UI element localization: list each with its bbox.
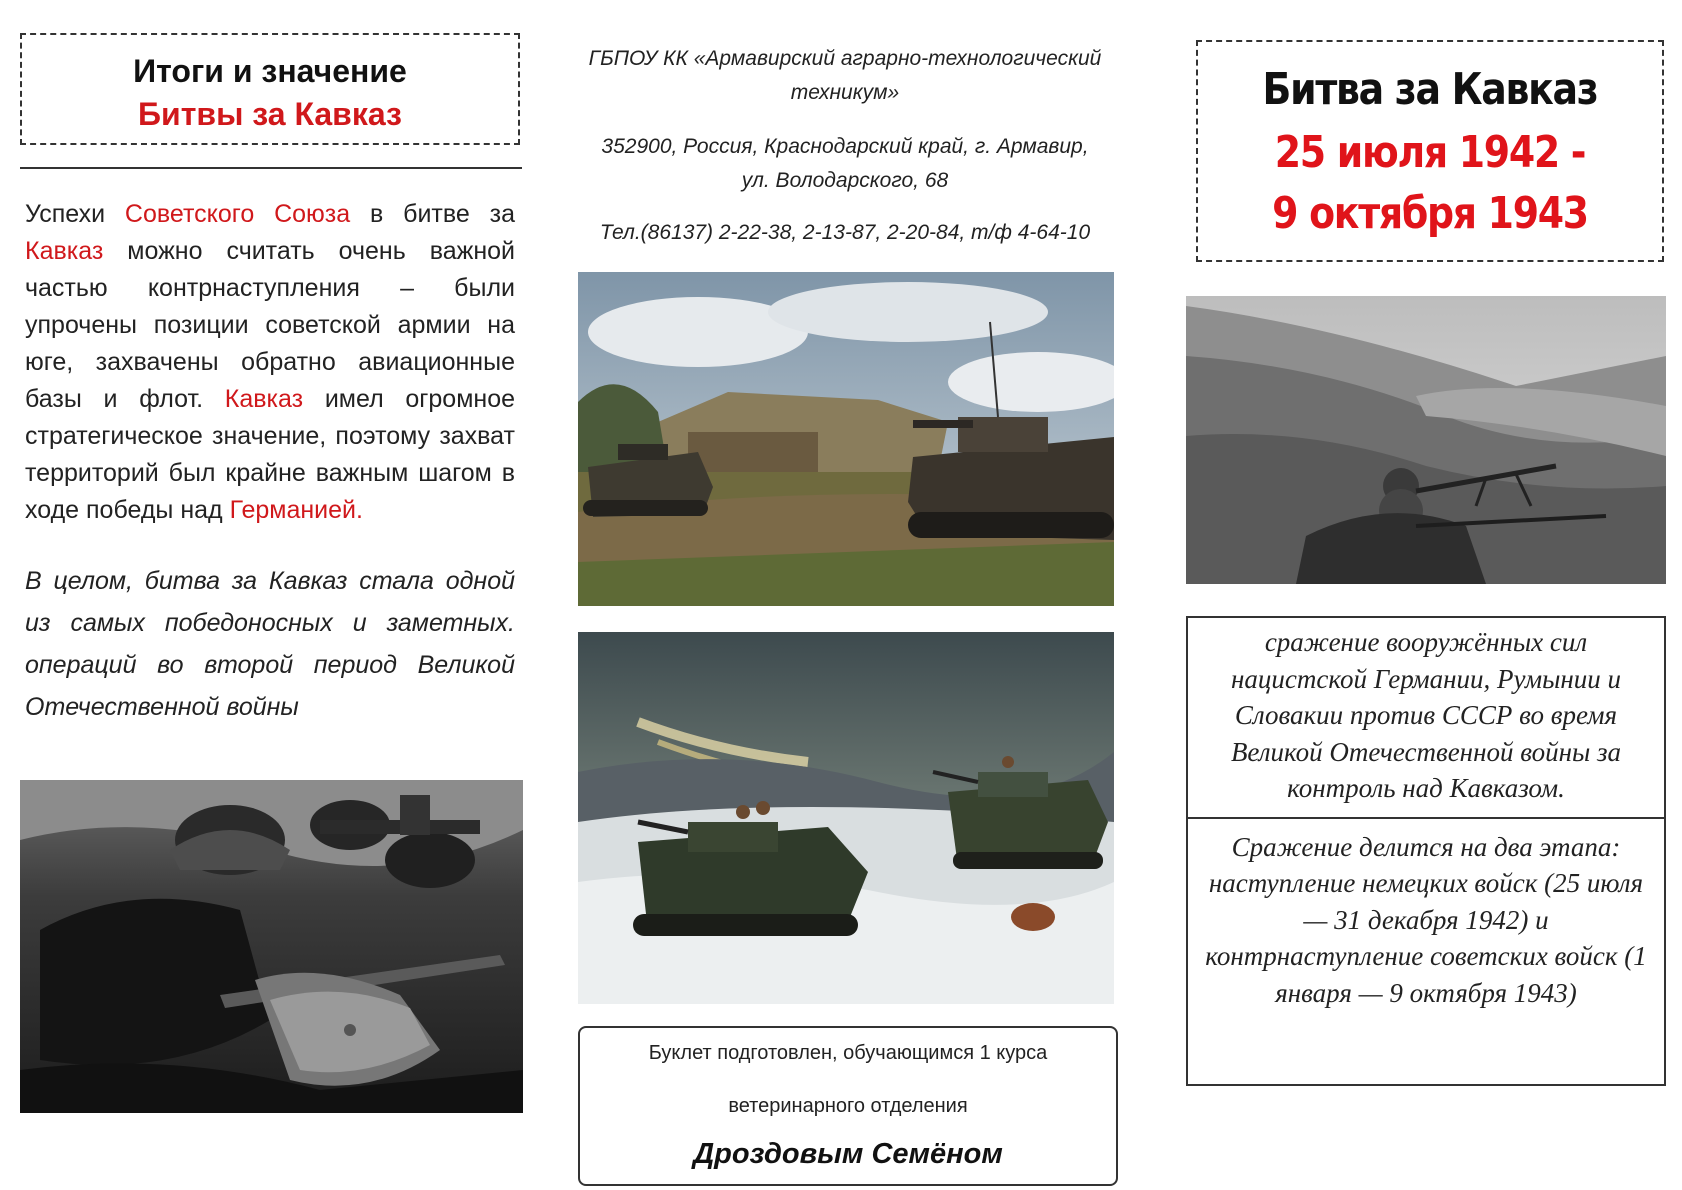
address-line1: 352900, Россия, Краснодарский край, г. Армавир, <box>601 135 1089 158</box>
p1-highlight-soviet-union: Советского Союза <box>124 200 351 228</box>
left-divider <box>20 167 522 169</box>
p1-text-1: Успехи <box>25 200 125 228</box>
address-line2: ул. Володарского, 68 <box>741 169 949 192</box>
p1-highlight-caucasus-2: Кавказ <box>224 385 304 413</box>
p1-text-4: имел огромное стратегическое значение, поэтому захват территорий был крайне важным шагом в ходе победы над <box>25 385 516 524</box>
definition-text: сражение вооружённых сил нацистской Германии, Румынии и Словакии против СССР во время Великой Отечественной войны за контроль над Кавказом. <box>1188 618 1664 819</box>
left-title-box <box>20 33 520 145</box>
left-paragraph-2: В целом, битва за Кавказ стала одной из самых победоносных и заметных. операций во второй период Великой Отечественной войны <box>25 567 515 721</box>
left-title-line1: Итоги и значение <box>133 53 407 89</box>
cover-date-line1: 25 июля 1942 - <box>1274 127 1586 178</box>
left-title-line2: Битвы за Кавказ <box>138 96 402 132</box>
cover-title: Битва за Кавказ <box>1262 64 1598 115</box>
org-phone: Тел.(86137) 2-22-38, 2-13-87, 2-20-84, т/ф 4-64-10 <box>599 221 1091 244</box>
credit-author: Дроздовым Семёном <box>693 1138 1003 1170</box>
p1-text-2: в битве за <box>350 200 515 228</box>
cover-title-box <box>1196 40 1664 262</box>
credit-line2: ветеринарного отделения <box>728 1095 968 1117</box>
soldiers-machine-gun-photo <box>20 780 523 1113</box>
soldiers-hills-photo <box>1186 296 1666 584</box>
p1-highlight-caucasus: Кавказ <box>25 237 104 265</box>
org-line2: техникум» <box>790 81 900 104</box>
stages-text: Сражение делится на два этапа: наступление немецких войск (25 июля — 31 декабря 1942) и контрнаступление советских войск (1 января — 9 октября 1943) <box>1205 831 1647 1008</box>
winter-battle-painting <box>578 632 1114 1004</box>
credit-line1: Буклет подготовлен, обучающимся 1 курса <box>648 1042 1048 1064</box>
p1-highlight-germany: Германией. <box>229 496 363 524</box>
credit-box <box>578 1026 1118 1186</box>
org-name <box>575 42 1115 110</box>
left-paragraph-1 <box>25 196 515 529</box>
org-line1: ГБПОУ КК «Армавирский аграрно-технологический <box>588 47 1102 70</box>
tanks-village-photo <box>578 272 1114 606</box>
info-box <box>1186 616 1666 1086</box>
cover-date-line2: 9 октября 1943 <box>1272 188 1588 239</box>
org-address <box>575 130 1115 198</box>
p1-text-3: можно считать очень важной частью контрнаступления – были упрочены позиции советской армии на юге, захвачены обратно авиационные базы и флот. <box>25 237 515 413</box>
